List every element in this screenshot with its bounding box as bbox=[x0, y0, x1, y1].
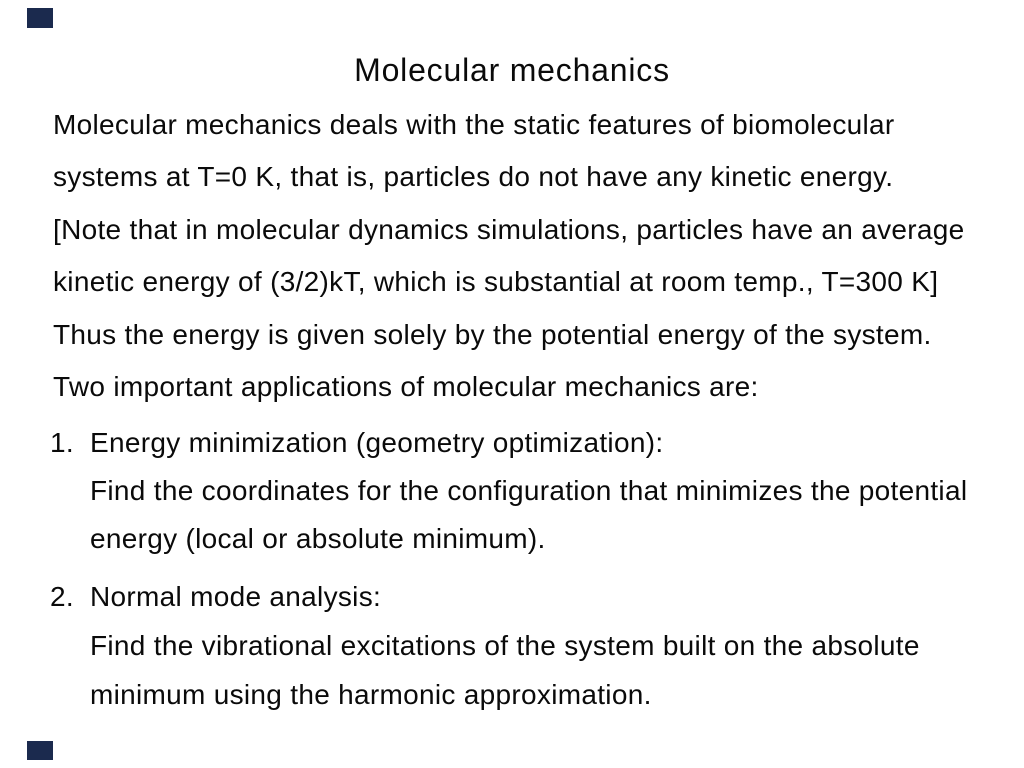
paragraph-line: kinetic energy of (3/2)kT, which is substantial at room temp., T=300 K] bbox=[53, 266, 939, 298]
paragraph-line: Molecular mechanics deals with the static features of biomolecular bbox=[53, 109, 895, 140]
list-item-line: energy (local or absolute minimum). bbox=[90, 523, 546, 554]
slide-title: Molecular mechanics bbox=[354, 52, 670, 88]
paragraph-line: Two important applications of molecular mechanics are: bbox=[53, 371, 759, 403]
list-item-line: Find the vibrational excitations of the system built on the absolute bbox=[90, 630, 920, 661]
corner-mark-top-left-icon bbox=[27, 8, 53, 28]
list-item-number: 1. bbox=[50, 427, 74, 458]
paragraph-line: [Note that in molecular dynamics simulations, particles have an average bbox=[53, 213, 965, 245]
list-item-line: minimum using the harmonic approximation. bbox=[90, 679, 652, 710]
list-item-normal-mode-analysis bbox=[50, 572, 980, 719]
list-item-line: Normal mode analysis: bbox=[90, 581, 382, 612]
paragraph-line: systems at T=0 K, that is, particles do not have any kinetic energy. bbox=[53, 161, 894, 193]
corner-mark-bottom-left-icon bbox=[27, 741, 53, 760]
list-item-number: 2. bbox=[50, 581, 74, 612]
paragraph-line: Thus the energy is given solely by the potential energy of the system. bbox=[53, 318, 932, 350]
list-item-energy-minimization bbox=[50, 419, 980, 563]
list-item-line: Find the coordinates for the configuration that minimizes the potential bbox=[90, 475, 968, 506]
intro-paragraph bbox=[53, 99, 983, 413]
list-item-line: Energy minimization (geometry optimization): bbox=[90, 427, 664, 458]
